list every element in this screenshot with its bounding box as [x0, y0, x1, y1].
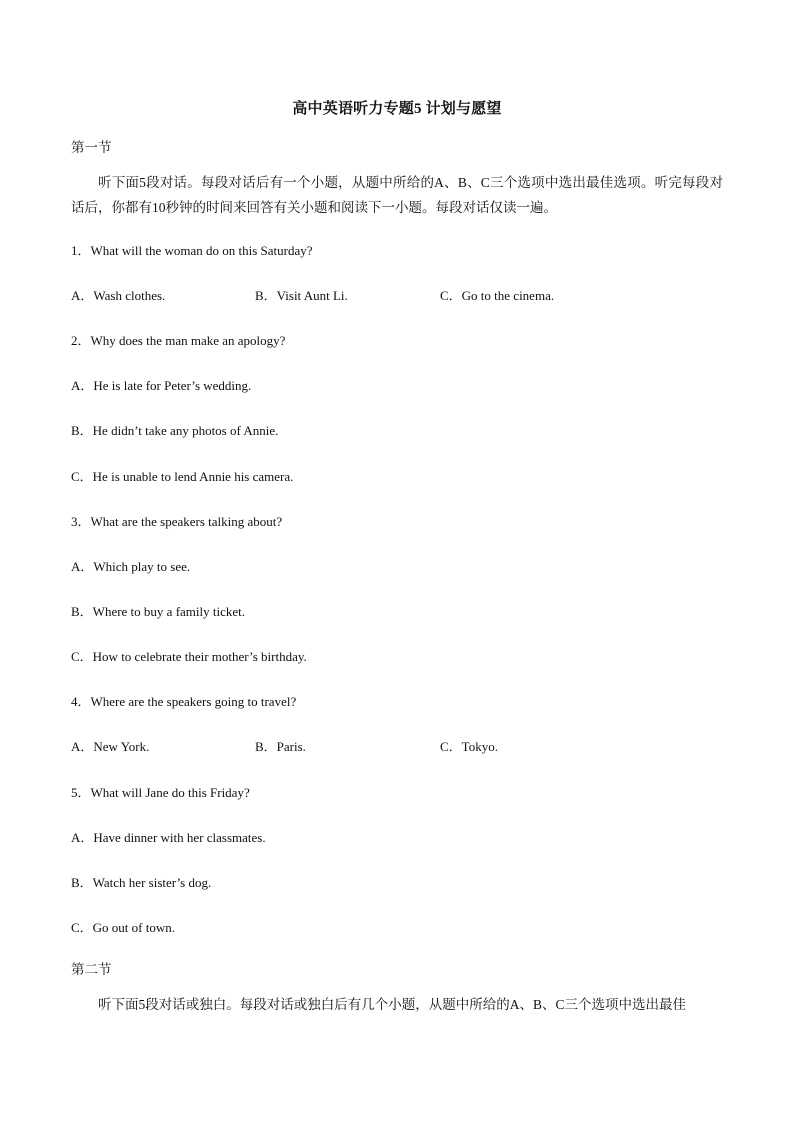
question-5-option-c: C．Go out of town. [71, 920, 176, 935]
section-2-instructions: 听下面5段对话或独白。每段对话或独白后有几个小题，从题中所给的A、B、C三个选项中选出最佳 [98, 997, 687, 1012]
question-4-option-b: B．Paris. [255, 739, 306, 754]
question-5-option-a: A．Have dinner with her classmates. [71, 830, 266, 845]
question-2-stem: 2．Why does the man make an apology? [71, 333, 286, 348]
question-3-option-c: C．How to celebrate their mother’s birthday. [71, 649, 307, 664]
question-1-option-c: C．Go to the cinema. [440, 288, 555, 303]
question-1-option-b: B．Visit Aunt Li. [255, 288, 348, 303]
question-5-option-b: B．Watch her sister’s dog. [71, 875, 212, 890]
question-3-stem: 3．What are the speakers talking about? [71, 514, 283, 529]
page-title: 高中英语听力专题5 计划与愿望 [292, 101, 502, 117]
question-3-option-a: A．Which play to see. [71, 559, 191, 574]
question-2-option-b: B．He didn’t take any photos of Annie. [71, 423, 279, 438]
question-4-option-c: C．Tokyo. [440, 739, 498, 754]
question-4-stem: 4．Where are the speakers going to travel? [71, 694, 297, 709]
section-1-instructions: 听下面5段对话。每段对话后有一个小题，从题中所给的A、B、C三个选项中选出最佳选项。听完每段对话后，你都有10秒钟的时间来回答有关小题和阅读下一小题。每段对话仅读一遍。 [71, 175, 723, 215]
section-1-label: 第一节 [71, 140, 112, 155]
question-2-option-c: C．He is unable to lend Annie his camera. [71, 469, 294, 484]
section-2-label: 第二节 [71, 962, 112, 977]
question-3-option-b: B．Where to buy a family ticket. [71, 604, 246, 619]
question-1-stem: 1．What will the woman do on this Saturday? [71, 243, 313, 258]
question-5-stem: 5．What will Jane do this Friday? [71, 785, 250, 800]
question-4-option-a: A．New York. [71, 739, 150, 754]
question-2-option-a: A．He is late for Peter’s wedding. [71, 378, 252, 393]
question-1-option-a: A．Wash clothes. [71, 288, 166, 303]
